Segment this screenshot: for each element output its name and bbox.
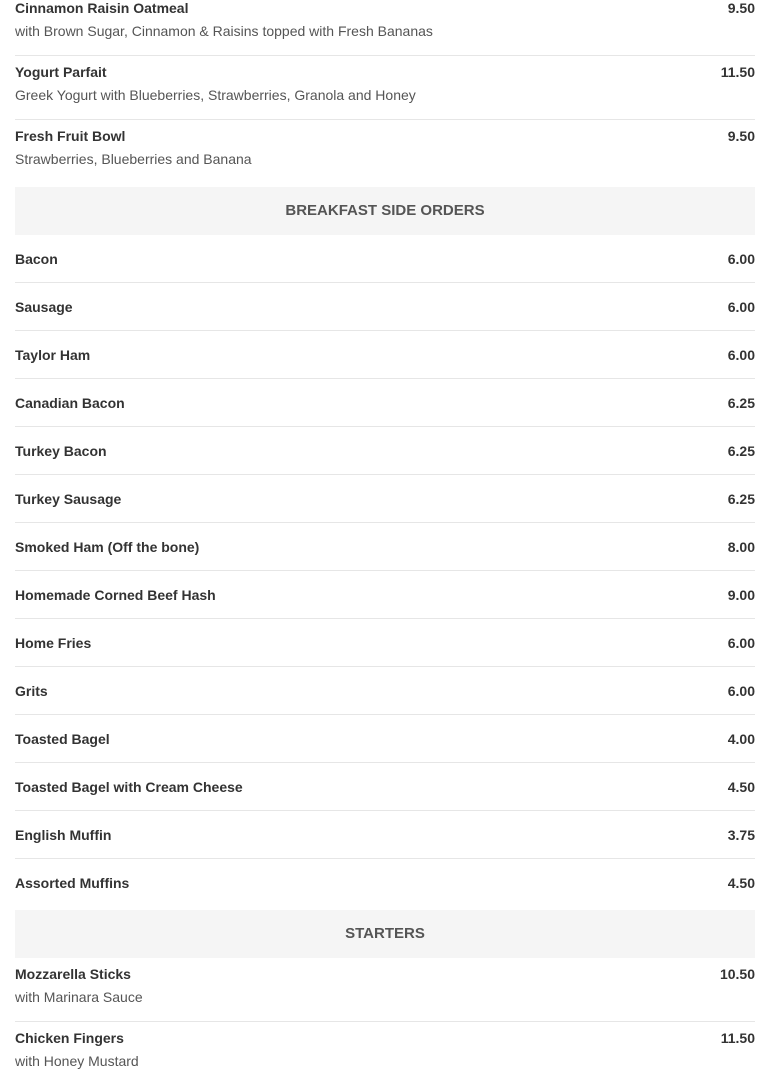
menu-item[interactable] [15, 56, 755, 120]
menu-item[interactable] [15, 427, 755, 475]
item-description: Strawberries, Blueberries and Banana [15, 151, 252, 167]
item-price: 6.25 [727, 491, 755, 507]
item-name: Canadian Bacon [15, 395, 125, 411]
item-price: 9.50 [727, 0, 755, 16]
item-name: Assorted Muffins [15, 875, 130, 891]
item-price: 6.25 [727, 395, 755, 411]
section-header-side-orders: BREAKFAST SIDE ORDERS [15, 187, 755, 235]
item-name: Taylor Ham [15, 347, 91, 363]
menu-item[interactable] [15, 120, 755, 184]
menu-item[interactable] [15, 667, 755, 715]
menu-item[interactable] [15, 571, 755, 619]
menu-item[interactable] [15, 283, 755, 331]
item-price: 4.50 [727, 875, 755, 891]
item-price: 4.50 [727, 779, 755, 795]
menu-list [15, 0, 755, 1086]
menu-item[interactable] [15, 331, 755, 379]
item-price: 11.50 [720, 64, 755, 80]
item-name: Fresh Fruit Bowl [15, 128, 126, 144]
item-name: Mozzarella Sticks [15, 966, 131, 982]
item-price: 6.00 [727, 635, 755, 651]
item-price: 11.50 [720, 1030, 755, 1046]
item-name: Toasted Bagel [15, 731, 110, 747]
item-name: Home Fries [15, 635, 92, 651]
menu-item[interactable] [15, 859, 755, 907]
item-name: Bacon [15, 251, 58, 267]
item-price: 4.00 [727, 731, 755, 747]
menu-item[interactable] [15, 715, 755, 763]
menu-item[interactable] [15, 235, 755, 283]
menu-item[interactable] [15, 811, 755, 859]
item-name: Yogurt Parfait [15, 64, 107, 80]
item-description: with Brown Sugar, Cinnamon & Raisins topped with Fresh Bananas [15, 23, 433, 39]
item-price: 6.00 [727, 299, 755, 315]
menu-item[interactable] [15, 379, 755, 427]
item-name: Cinnamon Raisin Oatmeal [15, 0, 189, 16]
item-name: Grits [15, 683, 48, 699]
item-name: Toasted Bagel with Cream Cheese [15, 779, 243, 795]
item-price: 9.50 [727, 128, 755, 144]
item-price: 9.00 [727, 587, 755, 603]
item-description: with Honey Mustard [15, 1053, 139, 1069]
item-name: Sausage [15, 299, 73, 315]
menu-item[interactable] [15, 475, 755, 523]
item-price: 10.50 [719, 966, 755, 982]
menu-item[interactable] [15, 1022, 755, 1086]
menu-item[interactable] [15, 0, 755, 56]
item-price: 8.00 [727, 539, 755, 555]
item-name: English Muffin [15, 827, 112, 843]
item-price: 6.25 [727, 443, 755, 459]
menu-item[interactable] [15, 523, 755, 571]
item-price: 6.00 [727, 347, 755, 363]
item-price: 6.00 [727, 683, 755, 699]
item-price: 6.00 [727, 251, 755, 267]
section-header-starters: STARTERS [15, 910, 755, 958]
menu-item[interactable] [15, 958, 755, 1022]
item-description: Greek Yogurt with Blueberries, Strawberries, Granola and Honey [15, 87, 416, 103]
menu-item[interactable] [15, 619, 755, 667]
item-name: Homemade Corned Beef Hash [15, 587, 216, 603]
item-price: 3.75 [727, 827, 755, 843]
item-name: Turkey Bacon [15, 443, 107, 459]
menu-item[interactable] [15, 763, 755, 811]
item-name: Smoked Ham (Off the bone) [15, 539, 200, 555]
item-name: Turkey Sausage [15, 491, 122, 507]
item-name: Chicken Fingers [15, 1030, 124, 1046]
item-description: with Marinara Sauce [15, 989, 143, 1005]
